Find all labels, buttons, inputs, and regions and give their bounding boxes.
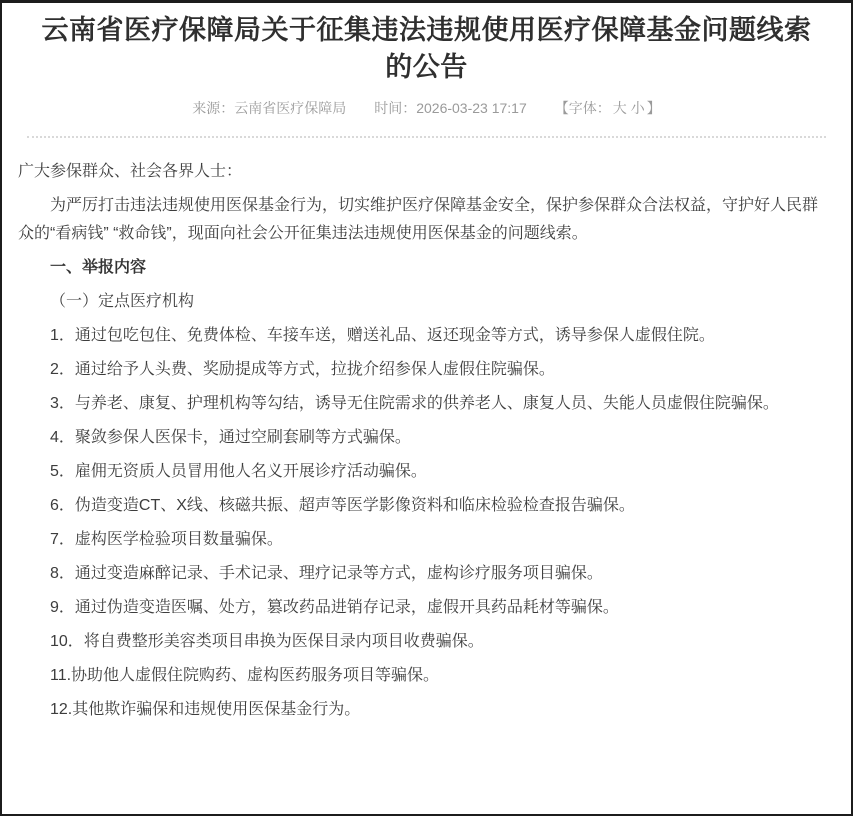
- report-item: 9．通过伪造变造医嘱、处方，篡改药品进销存记录，虚假开具药品耗材等骗保。: [50, 599, 619, 616]
- report-item: 1．通过包吃包住、免费体检、车接车送，赠送礼品、返还现金等方式，诱导参保人虚假住院。: [50, 327, 715, 344]
- page-title: 云南省医疗保障局关于征集违法违规使用医疗保障基金问题线索的公告: [41, 15, 812, 82]
- report-item: 8．通过变造麻醉记录、手术记录、理疗记录等方式，虚构诊疗服务项目骗保。: [50, 565, 603, 582]
- report-item: 12.其他欺诈骗保和违规使用医保基金行为。: [50, 701, 361, 718]
- font-label-prefix: 【字体：: [554, 100, 611, 116]
- report-item: 10．将自费整形美容类项目串换为医保目录内项目收费骗保。: [50, 633, 484, 650]
- article-meta: [2, 98, 851, 118]
- report-item: 4．聚敛参保人医保卡，通过空刷套刷等方式骗保。: [50, 429, 411, 446]
- meta-font-controls: [555, 100, 661, 116]
- meta-time: 时间：2026-03-23 17:17: [374, 100, 527, 116]
- report-item: 7．虚构医学检验项目数量骗保。: [50, 531, 283, 548]
- report-item: 6．伪造变造CT、X线、核磁共振、超声等医学影像资料和临床检验检查报告骗保。: [50, 497, 635, 514]
- salutation: 广大参保群众、社会各界人士：: [18, 163, 243, 180]
- subsection-heading: （一）定点医疗机构: [50, 293, 195, 310]
- report-item: 5．雇佣无资质人员冒用他人名义开展诊疗活动骗保。: [50, 463, 427, 480]
- article-body: [2, 138, 851, 724]
- report-item: 3．与养老、康复、护理机构等勾结，诱导无住院需求的供养老人、康复人员、失能人员虚假住院骗保。: [50, 395, 779, 412]
- meta-source: 来源：云南省医疗保障局: [192, 100, 347, 116]
- font-size-large-button[interactable]: 大: [612, 100, 627, 116]
- report-item: 2．通过给予人头费、奖励提成等方式，拉拢介绍参保人虚假住院骗保。: [50, 361, 555, 378]
- section-heading: 一、举报内容: [50, 259, 147, 276]
- font-size-small-button[interactable]: 小: [630, 100, 645, 116]
- intro-paragraph: 为严厉打击违法违规使用医保基金行为，切实维护医疗保障基金安全，保护参保群众合法权益，守护好人民群众的“看病钱” “救命钱”，现面向社会公开征集违法违规使用医保基金的问题线索。: [18, 197, 819, 242]
- report-item: 11.协助他人虚假住院购药、虚构医药服务项目等骗保。: [50, 667, 440, 684]
- font-label-suffix: 】: [646, 100, 661, 116]
